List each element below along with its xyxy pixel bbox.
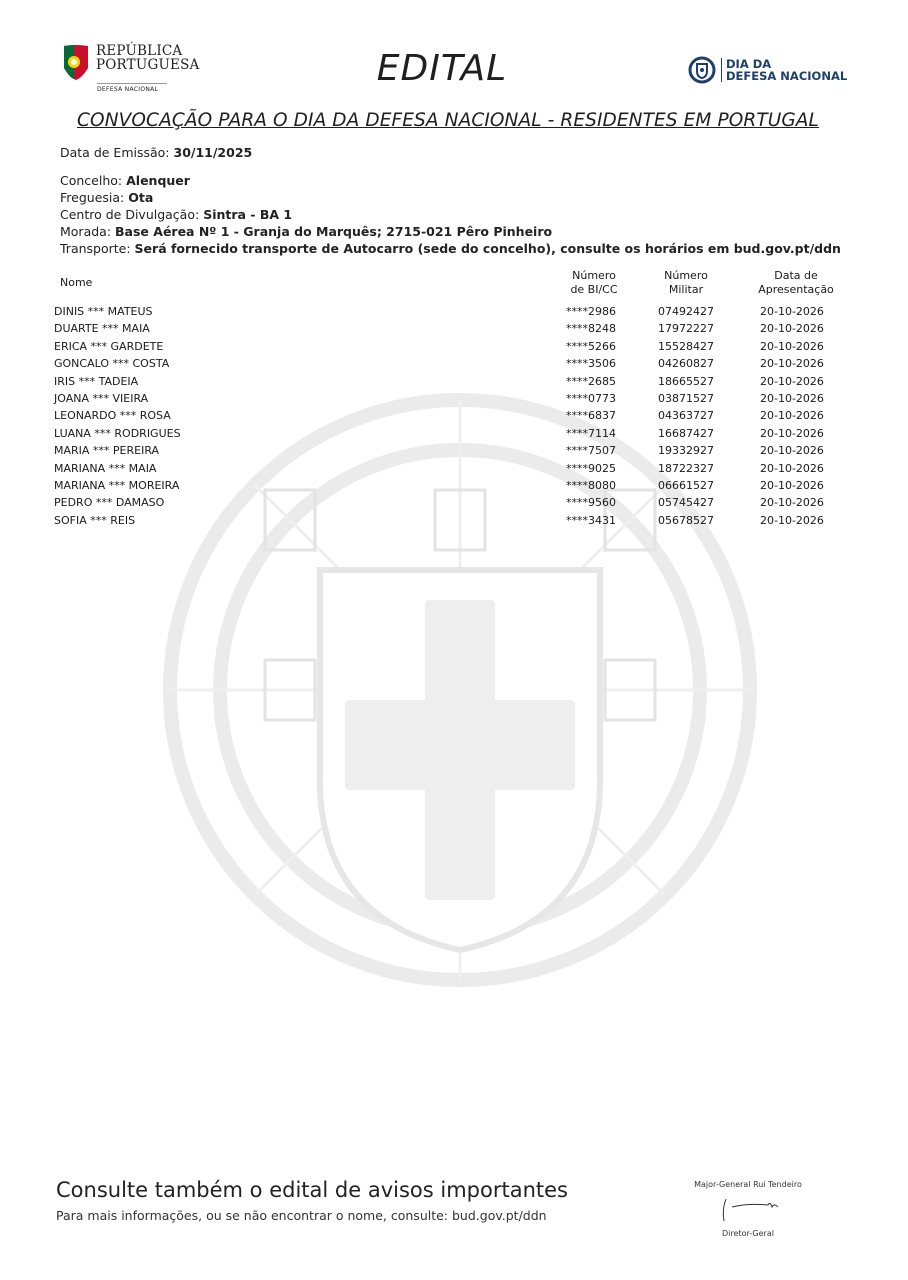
transporte-value: Será fornecido transporte de Autocarro (sede do concelho), consulte os horários em bud.gov.pt/ddn — [134, 241, 841, 256]
cell-bi: ****8080 — [566, 478, 616, 492]
concelho-line — [60, 172, 841, 189]
centro-label: Centro de Divulgação: — [60, 207, 200, 222]
header-bi-line2: de BI/CC — [570, 283, 618, 296]
table-row — [52, 407, 852, 424]
cell-militar: 07492427 — [658, 305, 714, 318]
cell-militar: 19332927 — [658, 444, 714, 458]
cell-nome: MARIANA *** MOREIRA — [54, 478, 180, 492]
cell-militar: 16687427 — [658, 426, 714, 440]
signer-name: Major-General Rui Tendeiro — [694, 1180, 802, 1189]
cell-militar: 05745427 — [658, 496, 714, 510]
cell-nome: DUARTE *** MAIA — [54, 322, 150, 336]
table-row — [52, 425, 852, 442]
footer-title: Consulte também o edital de avisos importantes — [56, 1178, 568, 1202]
cell-nome: GONCALO *** COSTA — [54, 357, 170, 371]
table-row — [52, 512, 852, 529]
cell-data: 20-10-2026 — [760, 409, 824, 423]
cell-data: 20-10-2026 — [760, 513, 824, 527]
cell-bi: ****2685 — [566, 374, 616, 388]
header-militar — [648, 269, 724, 297]
cell-data: 20-10-2026 — [760, 461, 824, 475]
cell-nome: JOANA *** VIEIRA — [54, 391, 149, 405]
convocation-table — [52, 269, 852, 529]
cell-militar: 17972227 — [658, 322, 714, 336]
dia-defesa-nacional-logo — [688, 56, 847, 84]
cell-nome: ERICA *** GARDETE — [54, 339, 164, 353]
cell-bi: ****3431 — [566, 513, 616, 527]
freguesia-label: Freguesia: — [60, 190, 125, 205]
transporte-line — [60, 240, 841, 257]
cell-bi: ****8248 — [566, 322, 616, 336]
cell-data: 20-10-2026 — [760, 426, 824, 440]
cell-militar: 06661527 — [658, 478, 714, 492]
table-row — [52, 355, 852, 372]
table-header — [52, 269, 852, 303]
emission-date — [60, 144, 252, 161]
page-title: EDITAL — [376, 48, 508, 89]
table-row — [52, 477, 852, 494]
table-row — [52, 373, 852, 390]
cell-data: 20-10-2026 — [760, 322, 824, 336]
cell-militar: 15528427 — [658, 339, 714, 353]
cell-nome: PEDRO *** DAMASO — [54, 496, 165, 510]
ddn-text-line1: DIA DA — [726, 57, 772, 71]
cell-nome: LEONARDO *** ROSA — [54, 409, 171, 423]
cell-nome: IRIS *** TADEIA — [54, 374, 139, 388]
table-row — [52, 390, 852, 407]
concelho-label: Concelho: — [60, 173, 123, 188]
footer-notice — [56, 1178, 642, 1238]
ddn-emblem-icon — [688, 56, 716, 84]
cell-militar: 03871527 — [658, 391, 714, 405]
cell-data: 20-10-2026 — [760, 496, 824, 510]
cell-militar: 04260827 — [658, 357, 714, 371]
morada-value: Base Aérea Nº 1 - Granja do Marquês; 2715-021 Pêro Pinheiro — [115, 224, 553, 239]
cell-bi: ****9560 — [566, 496, 616, 510]
table-row — [52, 320, 852, 337]
cell-data: 20-10-2026 — [760, 357, 824, 371]
table-row — [52, 494, 852, 511]
cell-bi: ****7507 — [566, 444, 616, 458]
table-row — [52, 338, 852, 355]
freguesia-value: Ota — [128, 190, 154, 205]
signature-block — [678, 1180, 818, 1238]
transporte-label: Transporte: — [60, 241, 131, 256]
cell-bi: ****6837 — [566, 409, 616, 423]
cell-data: 20-10-2026 — [760, 374, 824, 388]
cell-data: 20-10-2026 — [760, 339, 824, 353]
cell-data: 20-10-2026 — [760, 305, 824, 318]
cell-bi: ****0773 — [566, 391, 616, 405]
centro-line — [60, 206, 841, 223]
ddn-text-line2: DEFESA NACIONAL — [726, 69, 848, 83]
cell-militar: 18665527 — [658, 374, 714, 388]
cell-bi: ****7114 — [566, 426, 616, 440]
cell-militar: 05678527 — [658, 513, 714, 527]
table-row — [52, 442, 852, 459]
header-nome: Nome — [60, 276, 93, 289]
cell-nome: LUANA *** RODRIGUES — [54, 426, 181, 440]
logo-text-line2: PORTUGUESA — [96, 57, 200, 73]
logo-subtitle: DEFESA NACIONAL — [97, 83, 167, 93]
signature-scribble — [708, 1193, 788, 1223]
cell-bi: ****3506 — [566, 357, 616, 371]
cell-bi: ****9025 — [566, 461, 616, 475]
table-row — [52, 303, 852, 320]
cell-data: 20-10-2026 — [760, 391, 824, 405]
header-militar-line1: Número — [664, 269, 708, 282]
header-militar-line2: Militar — [668, 283, 704, 296]
cell-militar: 04363727 — [658, 409, 714, 423]
cell-data: 20-10-2026 — [760, 444, 824, 458]
header-data-line2: Apresentação — [758, 283, 834, 296]
emission-date-value: 30/11/2025 — [173, 145, 253, 160]
centro-value: Sintra - BA 1 — [203, 207, 293, 222]
logo-text-line1: REPÚBLICA — [96, 43, 183, 59]
header-data-line1: Data de — [774, 269, 818, 282]
table-row — [52, 460, 852, 477]
cell-bi: ****2986 — [566, 305, 616, 318]
document-subtitle: CONVOCAÇÃO PARA O DIA DA DEFESA NACIONAL - RESIDENTES EM PORTUGAL — [77, 110, 819, 131]
cell-nome: MARIA *** PEREIRA — [54, 444, 160, 458]
concelho-value: Alenquer — [126, 173, 190, 188]
emission-date-label: Data de Emissão: — [60, 145, 170, 160]
header-bi — [556, 269, 632, 297]
cell-nome: DINIS *** MATEUS — [54, 305, 153, 318]
morada-line — [60, 223, 841, 240]
table-body — [52, 303, 852, 529]
morada-label: Morada: — [60, 224, 112, 239]
signer-role: Diretor-Geral — [722, 1229, 774, 1238]
header-bi-line1: Número — [572, 269, 616, 282]
cell-militar: 18722327 — [658, 461, 714, 475]
cell-bi: ****5266 — [566, 339, 616, 353]
cell-nome: MARIANA *** MAIA — [54, 461, 157, 475]
cell-nome: SOFIA *** REIS — [54, 513, 136, 527]
location-info — [60, 172, 841, 257]
freguesia-line — [60, 189, 841, 206]
cell-data: 20-10-2026 — [760, 478, 824, 492]
footer-subtitle: Para mais informações, ou se não encontrar o nome, consulte: bud.gov.pt/ddn — [56, 1208, 547, 1223]
header-data — [746, 269, 846, 297]
